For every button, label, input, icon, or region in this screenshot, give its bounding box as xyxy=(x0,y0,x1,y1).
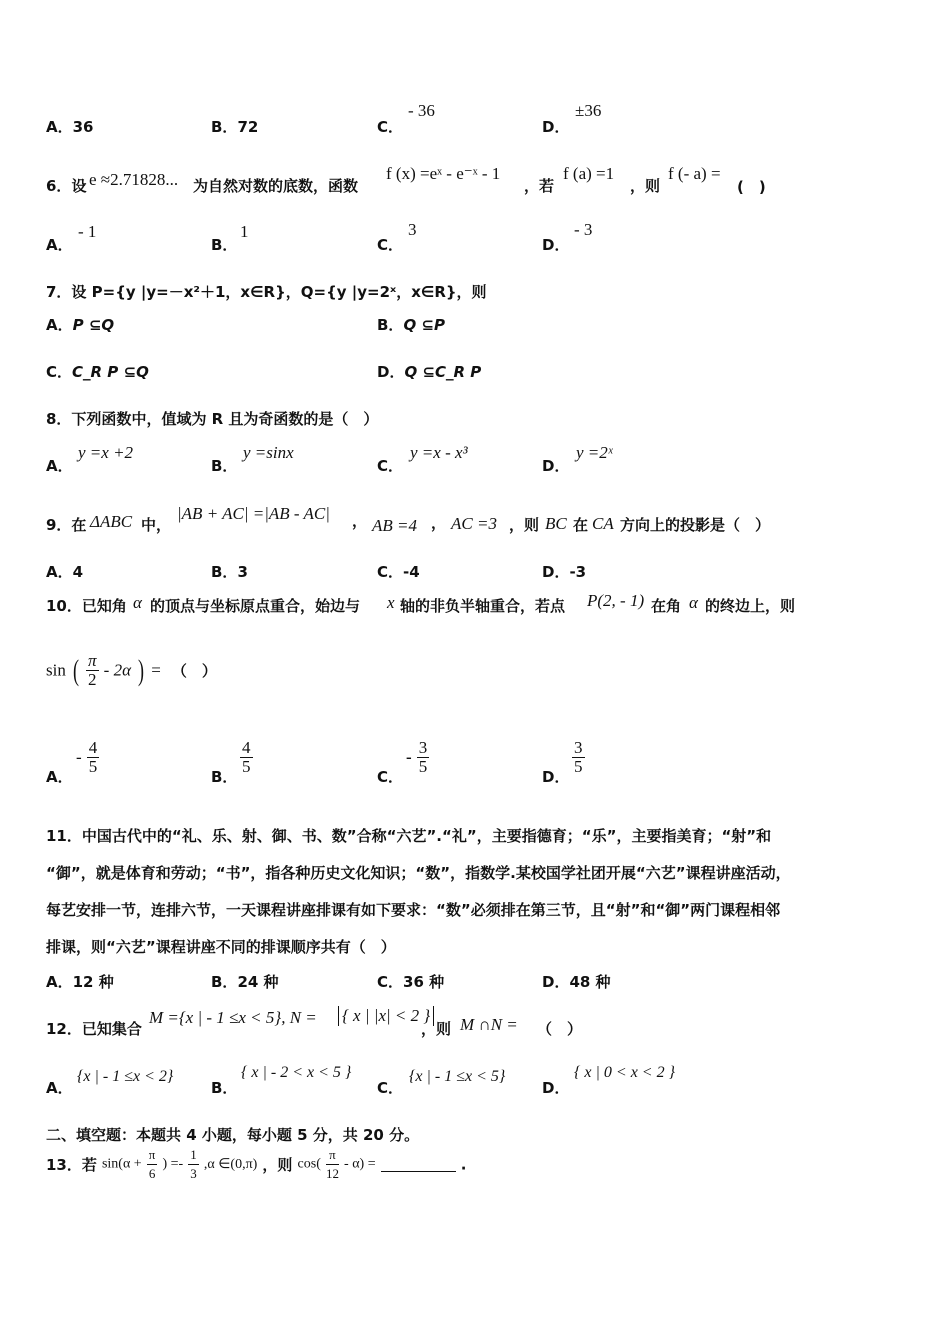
q9-vector-eq: |AB + AC| =|AB - AC| xyxy=(177,504,330,523)
q13-answer-blank[interactable] xyxy=(381,1157,456,1172)
q11-line-2: “御”，就是体育和劳动；“书”，指各种历史文化知识；“数”，指数学.某校国学社团开展“六艺”课程讲座活动， xyxy=(46,864,791,882)
q10-option-d[interactable]: D． xyxy=(542,768,570,786)
q8-option-a[interactable]: A． xyxy=(46,457,73,475)
q10-option-a[interactable]: A． xyxy=(46,768,73,786)
q10-text-1: 10．已知角 xyxy=(46,597,127,615)
right-paren: ) xyxy=(138,653,145,687)
q13-pi-over-12: $\frac{\pi}{12}$ xyxy=(325,1147,339,1181)
q8-stem: 8．下列函数中，值域为 R 且为奇函数的是（ ） xyxy=(46,410,379,428)
q10-minus-2alpha: - 2α xyxy=(103,660,131,680)
q9-option-b[interactable]: B．3 xyxy=(211,563,248,581)
q13-condition: ,α ∈(0,π) xyxy=(203,1157,258,1172)
q12-text-1: 12．已知集合 xyxy=(46,1020,142,1038)
q6-e-expr: e ≈2.71828... xyxy=(89,170,179,189)
q13-text-1: 13．若 xyxy=(46,1156,97,1174)
q9-option-d[interactable]: D．-3 xyxy=(542,563,587,581)
left-paren: ( xyxy=(72,653,79,687)
q6-option-a-value: - 1 xyxy=(78,222,97,241)
q7-option-b[interactable]: B．Q ⊆P xyxy=(377,316,445,334)
q12-option-d[interactable]: D． xyxy=(542,1079,570,1097)
q5-option-c[interactable]: C． xyxy=(377,118,404,136)
q7-option-d[interactable]: D．Q ⊆C_R P xyxy=(377,363,482,381)
q9-option-a[interactable]: A．4 xyxy=(46,563,84,581)
q11-line-1: 11．中国古代中的“礼、乐、射、御、书、数”合称“六艺”.“礼”，主要指德育；“乐”，主要指美育；“射”和 xyxy=(46,827,772,845)
q11-option-d[interactable]: D．48 种 xyxy=(542,973,611,991)
q10-equals: = xyxy=(151,660,161,680)
q13-cos-pre: cos( xyxy=(297,1156,321,1172)
q10-option-a-value: - $\frac{4}{5}$ xyxy=(76,738,98,776)
q13-text-2: ，则 xyxy=(262,1156,293,1174)
q6-number: 6．设 xyxy=(46,177,87,195)
q12-option-b[interactable]: B． xyxy=(211,1079,238,1097)
q7-stem: 7．设 P={y |y=－x²＋1，x∈R}，Q={y |y=2ˣ，x∈R}，则 xyxy=(46,283,487,301)
q6-text-3: ，若 xyxy=(524,177,555,195)
q5-option-b[interactable]: B．72 xyxy=(211,118,259,136)
q12-paren: （ ） xyxy=(537,1020,583,1038)
q13-sin-pre: sin(α + xyxy=(101,1156,142,1172)
section-2-heading: 二、填空题：本题共 4 小题，每小题 5 分，共 20 分。 xyxy=(46,1126,420,1144)
q6-option-b[interactable]: B． xyxy=(211,236,238,254)
q6-option-c-value: 3 xyxy=(408,220,417,239)
q8-option-d-value: y =2ˣ xyxy=(576,443,613,462)
q6-paren: ( ) xyxy=(737,178,766,196)
q9-text-5: 在 xyxy=(573,516,589,534)
q10-alpha-2: α xyxy=(689,593,698,612)
q12-option-a[interactable]: A． xyxy=(46,1079,73,1097)
q6-function: f (x) =eˣ - e⁻ˣ - 1 xyxy=(386,164,501,183)
q9-option-c[interactable]: C．-4 xyxy=(377,563,420,581)
q6-option-b-value: 1 xyxy=(240,222,249,241)
q10-sin: sin xyxy=(46,660,66,680)
q12-set-n: { x | |x| < 2 } xyxy=(338,1006,434,1026)
q10-option-c[interactable]: C． xyxy=(377,768,404,786)
q10-x: x xyxy=(387,593,395,612)
q13-sin-post: ) =- xyxy=(162,1156,184,1172)
q11-line-3: 每艺安排一节，连排六节，一天课程讲座排课有如下要求：“数”必须排在第三节，且“射”和“御”两门课程相邻 xyxy=(46,901,781,919)
q13-one-third: $\frac{1}{3}$ xyxy=(190,1147,197,1181)
q12-intersection: M ∩N = xyxy=(460,1015,518,1034)
q6-text-4: ，则 xyxy=(630,177,661,195)
q13-cos-post: - α) = xyxy=(344,1156,376,1172)
q10-option-b-value: $\frac{4}{5}$ xyxy=(242,738,251,776)
q11-option-b[interactable]: B．24 种 xyxy=(211,973,279,991)
q8-option-c[interactable]: C． xyxy=(377,457,404,475)
q13-period: . xyxy=(460,1155,467,1174)
q9-ab: AB =4 xyxy=(372,516,417,535)
q5-option-d[interactable]: D． xyxy=(542,118,570,136)
q12-set-m: M ={x | - 1 ≤x < 5}, N = xyxy=(149,1008,317,1027)
q8-option-a-value: y =x +2 xyxy=(78,443,134,462)
q9-text-6: 方向上的投影是（ ） xyxy=(620,516,771,534)
q13-pi-over-6: $\frac{\pi}{6}$ xyxy=(148,1147,156,1181)
q8-option-b-value: y =sinx xyxy=(243,443,294,462)
q12-option-b-value: { x | - 2 < x < 5 } xyxy=(241,1064,352,1081)
q9-text-3: ， xyxy=(431,514,447,532)
q12-text-2: ，则 xyxy=(421,1020,452,1038)
q13-stem xyxy=(46,1146,467,1191)
q9-bc: BC xyxy=(545,514,567,533)
q12-option-c-value: {x | - 1 ≤x < 5} xyxy=(409,1068,506,1085)
q6-option-c[interactable]: C． xyxy=(377,236,404,254)
q9-number: 9．在 xyxy=(46,516,87,534)
q10-expression xyxy=(46,652,217,707)
q6-option-d-value: - 3 xyxy=(574,220,593,239)
q10-text-2: 的顶点与坐标原点重合，始边与 xyxy=(150,597,361,615)
q9-triangle: ΔABC xyxy=(90,512,133,531)
q5-option-d-value: ±36 xyxy=(575,101,602,120)
q9-text-4: ，则 xyxy=(509,516,540,534)
q5-option-a[interactable]: A．36 xyxy=(46,118,94,136)
q8-option-c-value: y =x - x³ xyxy=(410,443,468,462)
q12-option-a-value: {x | - 1 ≤x < 2} xyxy=(77,1068,174,1085)
q7-option-a[interactable]: A．P ⊆Q xyxy=(46,316,115,334)
q5-option-c-value: - 36 xyxy=(408,101,435,120)
q10-text-3: 轴的非负半轴重合，若点 xyxy=(400,597,566,615)
q10-text-4: 在角 xyxy=(651,597,682,615)
q7-option-c[interactable]: C．C_R P ⊆Q xyxy=(46,363,149,381)
q10-option-c-value: - $\frac{3}{5}$ xyxy=(406,738,428,776)
q9-ac: AC =3 xyxy=(451,514,497,533)
q8-option-b[interactable]: B． xyxy=(211,457,238,475)
q10-alpha: α xyxy=(133,593,142,612)
q9-text-1: 中， xyxy=(141,516,172,534)
q6-ask: f (- a) = xyxy=(668,164,721,183)
q6-option-a[interactable]: A． xyxy=(46,236,73,254)
q12-option-c[interactable]: C． xyxy=(377,1079,404,1097)
q10-point: P(2, - 1) xyxy=(587,591,645,610)
q8-option-d[interactable]: D． xyxy=(542,457,570,475)
q10-pi-over-2: $\frac{\pi}{2}$ xyxy=(88,651,97,689)
q11-line-4: 排课，则“六艺”课程讲座不同的排课顺序共有（ ） xyxy=(46,938,396,956)
q10-paren: （ ） xyxy=(171,662,217,680)
q10-option-b[interactable]: B． xyxy=(211,768,238,786)
q6-option-d[interactable]: D． xyxy=(542,236,570,254)
q9-text-2: ， xyxy=(352,512,368,530)
q10-text-5: 的终边上，则 xyxy=(705,597,796,615)
q6-condition: f (a) =1 xyxy=(563,164,615,183)
q11-option-c[interactable]: C．36 种 xyxy=(377,973,445,991)
q9-ca: CA xyxy=(592,514,614,533)
q10-option-d-value: $\frac{3}{5}$ xyxy=(574,738,583,776)
q11-option-a[interactable]: A．12 种 xyxy=(46,973,114,991)
q12-option-d-value: { x | 0 < x < 2 } xyxy=(574,1064,675,1081)
q6-text-2: 为自然对数的底数，函数 xyxy=(193,177,359,195)
